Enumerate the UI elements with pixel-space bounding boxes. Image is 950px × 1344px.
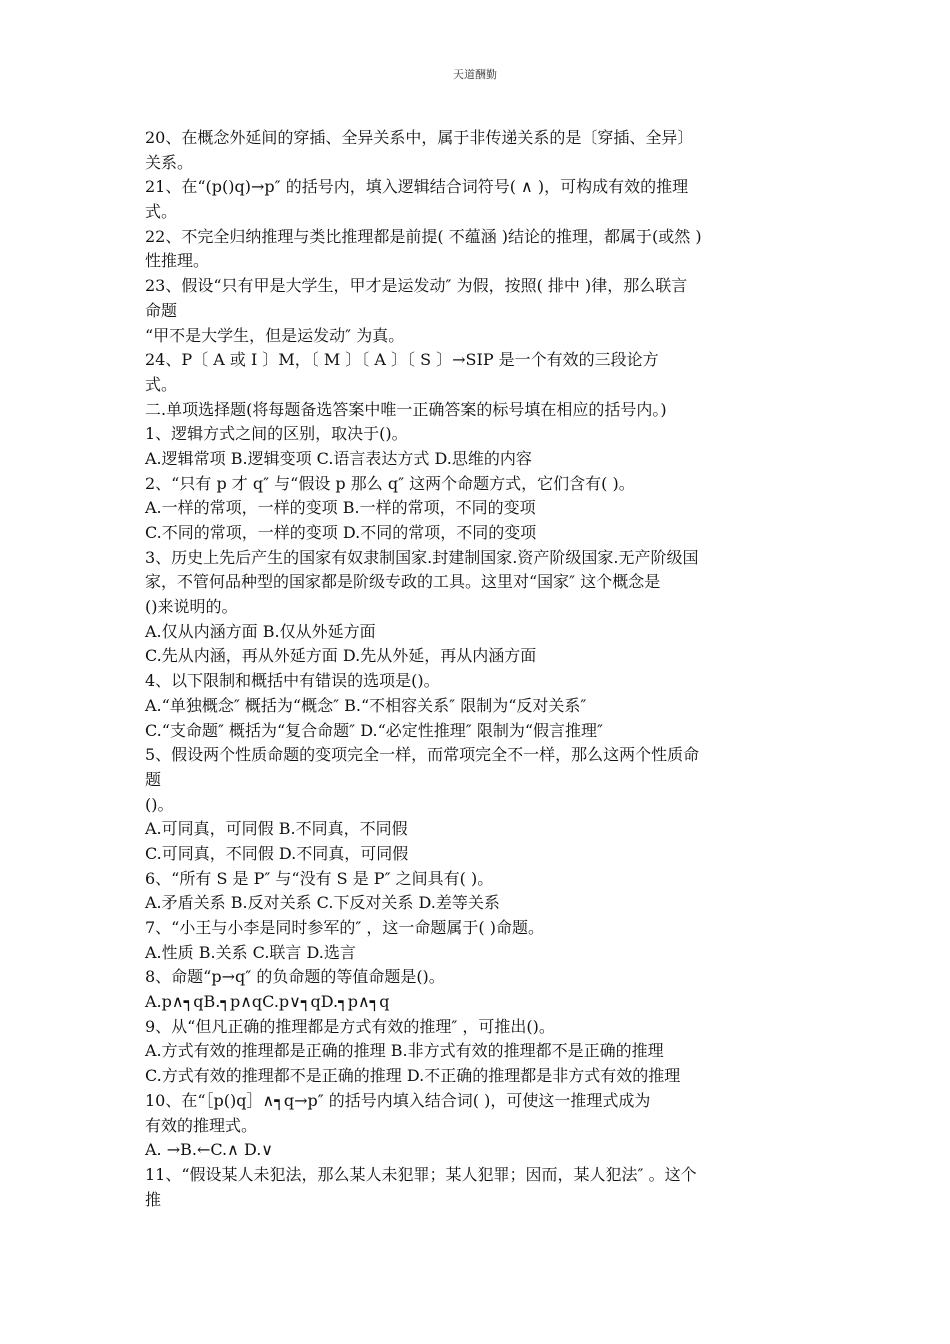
question: 5、假设两个性质命题的变项完全一样，而常项完全不一样，那么这两个性质命 bbox=[145, 745, 700, 765]
text-line: 命题 bbox=[145, 300, 178, 320]
question: 家，不管何品种型的国家都是阶级专政的工具。这里对“国家″ 这个概念是 bbox=[145, 572, 661, 592]
question: 3、历史上先后产生的国家有奴隶制国家.封建制国家.资产阶级国家.无产阶级国 bbox=[145, 547, 699, 567]
answer-options: A.方式有效的推理都是正确的推理 B.非方式有效的推理都不是正确的推理 bbox=[145, 1041, 664, 1061]
question: 2、“只有 p 才 q″ 与“假设 p 那么 q″ 这两个命题方式，它们含有( )。 bbox=[145, 473, 635, 493]
text-line: 23、假设“只有甲是大学生，甲才是运发动″ 为假，按照( 排中 )律，那么联言 bbox=[145, 276, 688, 296]
answer-options: C.可同真，不同假 D.不同真，可同假 bbox=[145, 843, 409, 863]
answer-options: C.“支命题″ 概括为“复合命题″ D.“必定性推理″ 限制为“假言推理″ bbox=[145, 720, 603, 740]
text-line: 20、在概念外延间的穿插、全异关系中，属于非传递关系的是〔穿插、全异〕 bbox=[145, 128, 694, 147]
question: 1、逻辑方式之间的区别，取决于()。 bbox=[145, 424, 408, 444]
question: 有效的推理式。 bbox=[145, 1115, 258, 1135]
text-line: 22、不完全归纳推理与类比推理都是前提( 不蕴涵 )结论的推理，都属于(或然 ) bbox=[145, 226, 702, 246]
answer-options: C.不同的常项，一样的变项 D.不同的常项，不同的变项 bbox=[145, 523, 537, 542]
answer-options: A.性质 B.关系 C.联言 D.选言 bbox=[145, 942, 356, 962]
answer-options: A. →B.←C.∧ D.∨ bbox=[145, 1140, 273, 1160]
answer-options: A.矛盾关系 B.反对关系 C.下反对关系 D.差等关系 bbox=[145, 893, 500, 913]
page-header: 天道酬勤 bbox=[453, 68, 497, 81]
answer-options: A.可同真，可同假 B.不同真，不同假 bbox=[145, 819, 408, 839]
text-line: 式。 bbox=[145, 202, 178, 222]
question: ()。 bbox=[145, 794, 174, 814]
answer-options: C.方式有效的推理都不是正确的推理 D.不正确的推理都是非方式有效的推理 bbox=[145, 1066, 681, 1086]
answer-options: A.仅从内涵方面 B.仅从外延方面 bbox=[145, 621, 376, 641]
question: 4、以下限制和概括中有错误的选项是()。 bbox=[145, 671, 440, 691]
question: 推 bbox=[145, 1189, 162, 1209]
answer-options: C.先从内涵，再从外延方面 D.先从外延，再从内涵方面 bbox=[145, 646, 537, 666]
text-line: 24、P〔 A 或 I 〕M，〔 M 〕〔 A 〕〔 S 〕→SIP 是一个有效的三段论方 bbox=[145, 350, 659, 370]
answer-options: A.“单独概念″ 概括为“概念″ B.“不相容关系″ 限制为“反对关系″ bbox=[145, 695, 587, 715]
answer-options: A.逻辑常项 B.逻辑变项 C.语言表达方式 D.思维的内容 bbox=[145, 448, 532, 468]
question: 10、在“［p()q］∧┑q→p″ 的括号内填入结合词( )，可使这一推理式成为 bbox=[145, 1090, 651, 1110]
answer-options: A.一样的常项，一样的变项 B.一样的常项，不同的变项 bbox=[145, 498, 536, 518]
question: 题 bbox=[145, 769, 162, 789]
text-line: 关系。 bbox=[145, 152, 194, 172]
section-heading: 二.单项选择题(将每题备选答案中唯一正确答案的标号填在相应的括号内。) bbox=[145, 399, 667, 419]
question: 8、命题“p→q″ 的负命题的等值命题是()。 bbox=[145, 967, 445, 987]
text-line: 性推理。 bbox=[145, 251, 210, 271]
text-line: “甲不是大学生，但是运发动″ 为真。 bbox=[145, 325, 405, 345]
question: 11、“假设某人未犯法，那么某人未犯罪；某人犯罪；因而，某人犯法″ 。这个 bbox=[145, 1164, 697, 1184]
question: 6、“所有 S 是 P″ 与“没有 S 是 P″ 之间具有( )。 bbox=[145, 868, 494, 888]
answer-options: A.p∧┑qB.┑p∧qC.p∨┑qD.┑p∧┑q bbox=[145, 992, 390, 1012]
question: 9、从“但凡正确的推理都是方式有效的推理″ ，可推出()。 bbox=[145, 1016, 555, 1036]
document-body bbox=[145, 126, 815, 1212]
question: 7、“小王与小李是同时参军的″ ，这一命题属于( )命题。 bbox=[145, 918, 544, 937]
text-line: 21、在“(p()q)→p″ 的括号内，填入逻辑结合词符号( ∧ )，可构成有效的推理 bbox=[145, 177, 689, 197]
text-line: 式。 bbox=[145, 374, 178, 394]
question: ()来说明的。 bbox=[145, 597, 238, 617]
